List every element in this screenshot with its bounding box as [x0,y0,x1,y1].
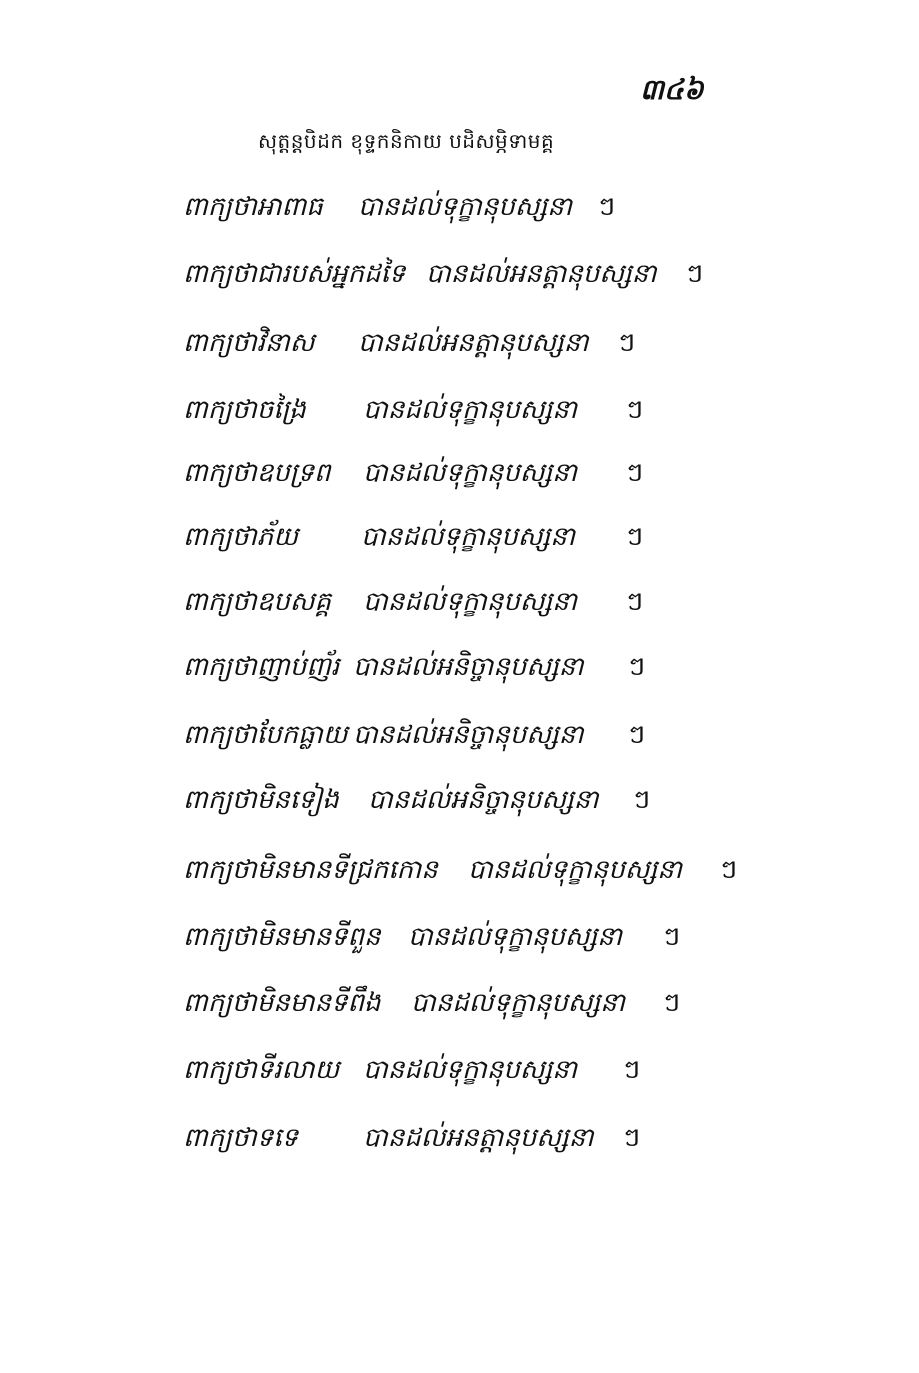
repetition-mark: ៗ [623,1123,641,1153]
result-text: បានដល់ទុក្ខានុបស្សនា [361,522,576,552]
repetition-mark: ៗ [626,395,644,425]
result-text: បានដល់ទុក្ខានុបស្សនា [363,458,578,488]
repetition-mark: ៗ [633,785,651,815]
result-text: បានដល់អនត្តានុបស្សនា [358,328,589,358]
term-text: ពាក្យថាមិនទៀង [183,785,339,815]
result-text: បានដល់អនត្តានុបស្សនា [426,259,657,289]
term-text: ពាក្យថាភ័យ [183,522,299,552]
repetition-mark: ៗ [663,988,681,1018]
term-text: ពាក្យថាជារបស់អ្នកដទៃ [183,259,406,289]
result-text: បានដល់ទុក្ខានុបស្សនា [363,587,578,617]
result-text: បានដល់ទុក្ខានុបស្សនា [358,192,573,222]
term-text: ពាក្យថាមិនមានទីជ្រកកោន [183,855,438,885]
term-text: ពាក្យថាវិនាស [183,328,315,358]
repetition-mark: ៗ [598,192,616,222]
result-text: បានដល់អនិច្ចានុបស្សនា [368,785,599,815]
term-text: ពាក្យថាទីរលាយ [183,1055,340,1085]
repetition-mark: ៗ [626,587,644,617]
result-text: បានដល់ទុក្ខានុបស្សនា [408,922,623,952]
term-text: ពាក្យថាឧបសគ្គ [183,587,332,617]
term-text: ពាក្យថាឧបទ្រព [183,458,331,488]
result-text: បានដល់ទុក្ខានុបស្សនា [363,395,578,425]
repetition-mark: ៗ [618,328,636,358]
term-text: ពាក្យថាចង្រៃ [183,395,306,425]
term-text: ពាក្យថាទទេ [183,1123,299,1153]
repetition-mark: ៗ [628,652,646,682]
repetition-mark: ៗ [626,522,644,552]
repetition-mark: ៗ [720,855,738,885]
term-text: ពាក្យថាញាប់ញ័រ [183,652,340,682]
repetition-mark: ៗ [626,458,644,488]
result-text: បានដល់អនិច្ចានុបស្សនា [353,720,584,750]
term-text: ពាក្យថាមិនមានទីពួន [183,922,381,952]
result-text: បានដល់ទុក្ខានុបស្សនា [468,855,683,885]
term-text: ពាក្យថាអាពាធ [183,192,323,222]
result-text: បានដល់អនត្តានុបស្សនា [363,1123,594,1153]
term-text: ពាក្យថាបែកធ្លាយ [183,720,348,750]
page-number: ៣៤៦ [640,73,704,106]
result-text: បានដល់អនិច្ចានុបស្សនា [353,652,584,682]
result-text: បានដល់ទុក្ខានុបស្សនា [411,988,626,1018]
term-text: ពាក្យថាមិនមានទីពឹង [183,988,381,1018]
repetition-mark: ៗ [686,259,704,289]
page-header: សុត្តន្តបិដក ខុទ្ទកនិកាយ បដិសម្ភិទាមគ្គ [258,129,555,153]
repetition-mark: ៗ [623,1055,641,1085]
repetition-mark: ៗ [663,922,681,952]
result-text: បានដល់ទុក្ខានុបស្សនា [363,1055,578,1085]
repetition-mark: ៗ [628,720,646,750]
